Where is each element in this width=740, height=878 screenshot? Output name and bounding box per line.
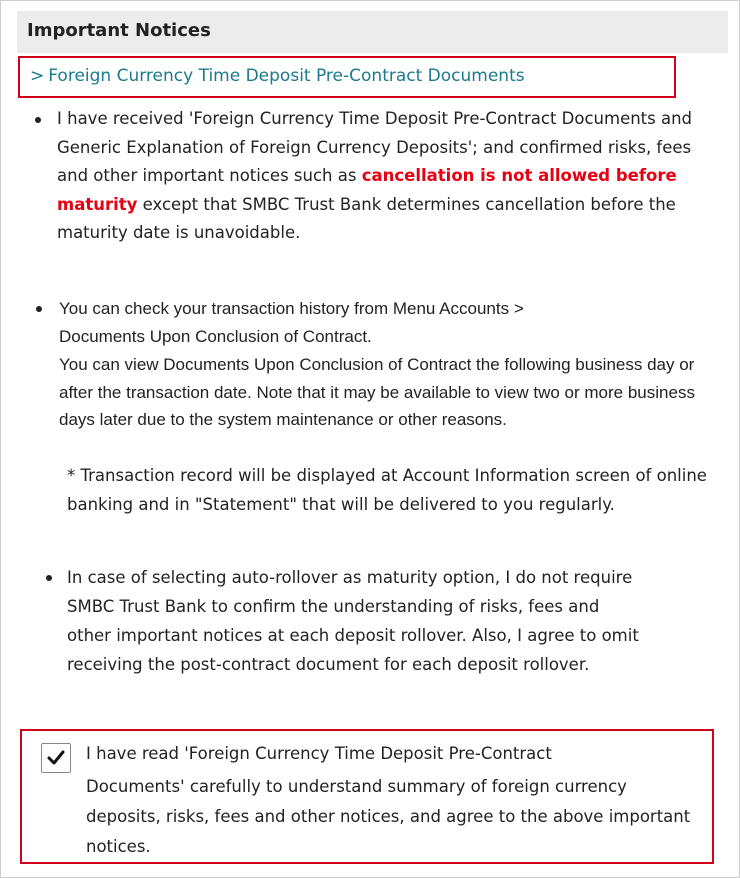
pre-contract-link-box [18,56,676,98]
notice-item-receipt: I have received 'Foreign Currency Time Deposit Pre-Contract Documents and Generic Explanation of Foreign Currency Deposits'; and confirmed risks, fees and other important notices such as cancellation is not allowed before maturity except that SMBC Trust Bank determines cancellation before the maturity date is unavoidable. [57,109,693,242]
bullet-icon [46,575,52,581]
bullet-icon [35,117,41,123]
chevron-right-icon: > [30,66,45,86]
link-label: Foreign Currency Time Deposit Pre-Contract Documents [48,66,525,86]
section-header [17,11,728,53]
cancellation-warning: cancellation is not allowed before maturity [57,166,677,214]
section-title: Important Notices [27,20,211,41]
transaction-record-note: * Transaction record will be displayed at Account Information screen of online banking and in "Statement" that will be delivered to you regularly. [67,466,707,514]
notice-item-auto-rollover: In case of selecting auto-rollover as maturity option, I do not require SMBC Trust Bank to confirm the understanding of risks, fees and other important notices at each deposit rollover. Also, I agree to omit receiving the post-contract document for each deposit rollover. [67,568,639,674]
notice-item-history-detail: You can view Documents Upon Conclusion of Contract the following business day or after the transaction date. Note that it may be available to view two or more business days later due to the system maintenance or other reasons. [59,355,695,429]
agreement-label[interactable]: I have read 'Foreign Currency Time Deposit Pre-Contract Documents' carefully to understand summary of foreign currency deposits, risks, fees and other notices, and agree to the above important notices. [86,744,691,856]
agreement-box [20,729,714,864]
notice-item-history: You can check your transaction history from Menu Accounts > Documents Upon Conclusion of Contract. [59,299,524,346]
check-icon [47,750,65,766]
pre-contract-documents-link[interactable] [30,66,525,86]
bullet-icon [36,306,42,312]
agreement-checkbox[interactable] [41,743,71,773]
